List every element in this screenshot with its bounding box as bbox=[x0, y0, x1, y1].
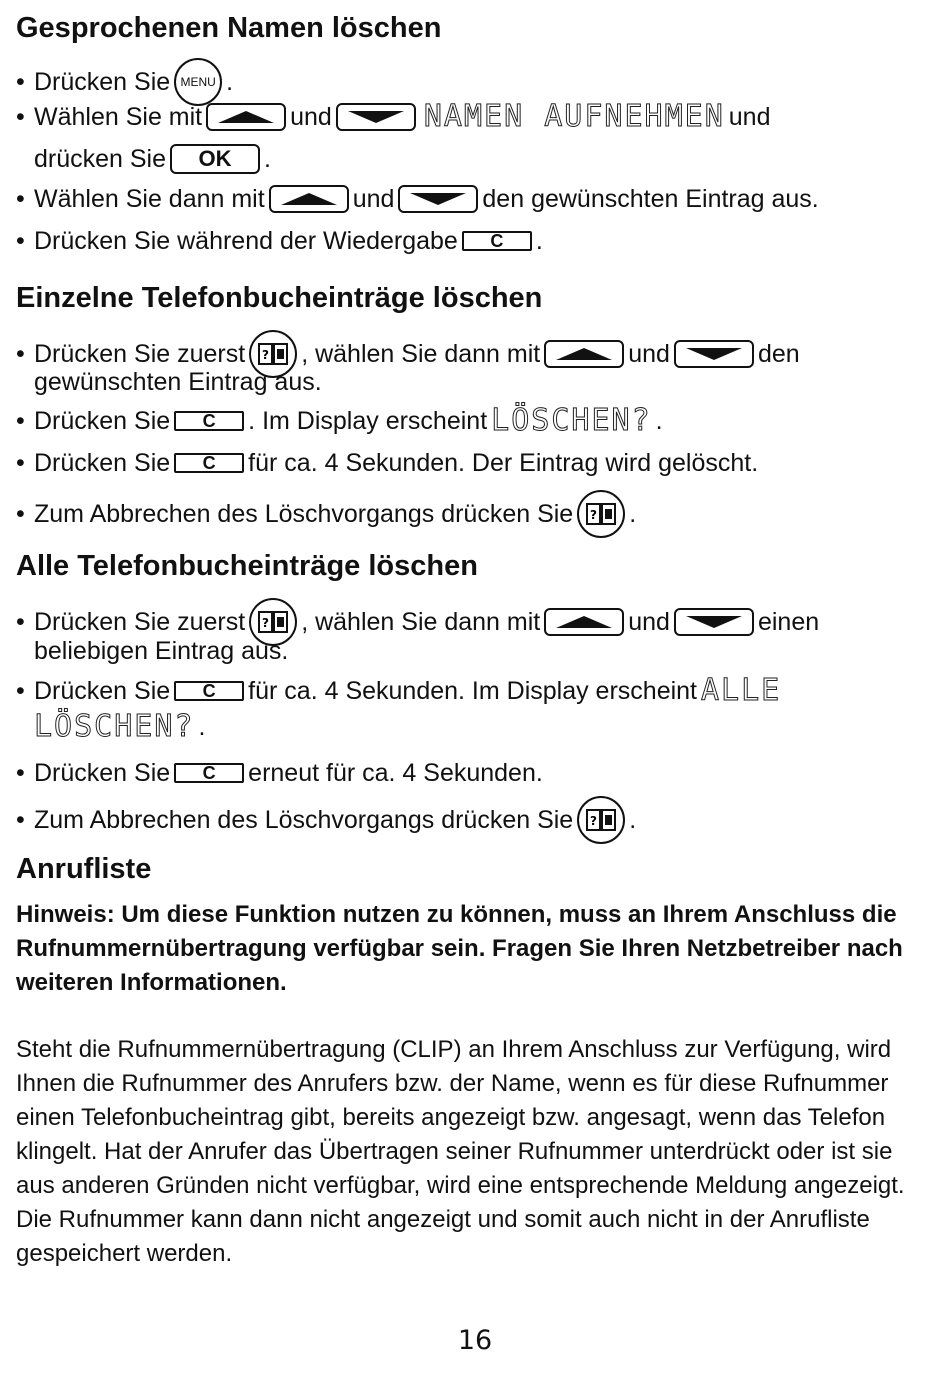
bullet: • bbox=[16, 759, 25, 787]
display-text: LÖSCHEN? bbox=[491, 403, 652, 438]
instruction-line: • Wählen Sie mit und NAMEN AUFNEHMEN und bbox=[16, 99, 771, 134]
c-key-icon: C bbox=[462, 231, 532, 251]
instruction-line: • Drücken Sie C für ca. 4 Sekunden. Der Eintrag wird gelöscht. bbox=[16, 446, 758, 480]
instruction-line: gewünschten Eintrag aus. bbox=[34, 368, 322, 396]
instruction-line: • Drücken Sie C erneut für ca. 4 Sekunden. bbox=[16, 756, 543, 790]
bullet: • bbox=[16, 407, 25, 435]
bullet: • bbox=[16, 68, 25, 96]
instruction-line: LÖSCHEN? . bbox=[34, 709, 206, 744]
body-paragraph: Steht die Rufnummernübertragung (CLIP) an Ihrem Anschluss zur Verfügung, wird Ihnen die Rufnummer des Anrufers bzw. der Name, wenn es für diese Rufnummer einen Telefonbucheintrag gibt, bereits angezeigt bzw. angesagt, wenn das Telefon klingelt. Hat der Anrufer das Übertragen seiner Rufnummer unterdrückt oder ist sie aus anderen Gründen nicht verfügbar, wird eine entsprechende Meldung angezeigt. Die Rufnummer kann dann nicht angezeigt und somit auch nicht in der Anrufliste gespeichert werden. bbox=[16, 1036, 905, 1267]
down-key-icon bbox=[398, 185, 478, 213]
instruction-line: • Wählen Sie dann mit und den gewünschten Eintrag aus. bbox=[16, 182, 819, 216]
section-title-call-list: Anrufliste bbox=[16, 853, 152, 885]
instruction-line: • Zum Abbrechen des Löschvorgangs drücken Sie ? . bbox=[16, 796, 636, 844]
instruction-line: beliebigen Eintrag aus. bbox=[34, 637, 289, 665]
bullet: • bbox=[16, 103, 25, 131]
bullet: • bbox=[16, 340, 25, 368]
svg-text:?: ? bbox=[262, 616, 270, 630]
section-title-delete-all-entries: Alle Telefonbucheinträge löschen bbox=[16, 550, 478, 582]
display-text: NAMEN AUFNEHMEN bbox=[423, 99, 725, 134]
phonebook-key-icon bbox=[577, 796, 625, 844]
c-key-icon: C bbox=[174, 681, 244, 701]
instruction-line: • Drücken Sie während der Wiedergabe C . bbox=[16, 224, 543, 258]
svg-text:?: ? bbox=[590, 814, 598, 828]
svg-text:?: ? bbox=[590, 508, 598, 522]
instruction-line: • Drücken Sie zuerst ? , wählen Sie dann mit und einen bbox=[16, 598, 819, 646]
bullet: • bbox=[16, 806, 25, 834]
up-key-icon bbox=[544, 608, 624, 636]
up-key-icon bbox=[206, 103, 286, 131]
ok-key-icon: OK bbox=[170, 144, 260, 174]
instruction-line: • Drücken Sie MENU . bbox=[16, 58, 233, 106]
instruction-line: • Drücken Sie C . Im Display erscheint LÖSCHEN? . bbox=[16, 403, 663, 438]
instruction-line: • Drücken Sie zuerst ? , wählen Sie dann mit und den bbox=[16, 330, 800, 378]
svg-text:?: ? bbox=[262, 348, 270, 362]
bullet: • bbox=[16, 185, 25, 213]
note-text: Hinweis: Um diese Funktion nutzen zu können, muss an Ihrem Anschluss die Rufnummernübertragung verfügbar sein. Fragen Sie Ihren Netzbetreiber nach weiteren Informationen. bbox=[16, 901, 903, 996]
c-key-icon: C bbox=[174, 411, 244, 431]
down-key-icon bbox=[336, 103, 416, 131]
bullet: • bbox=[16, 449, 25, 477]
c-key-icon: C bbox=[174, 763, 244, 783]
section-title-delete-single-entries: Einzelne Telefonbucheinträge löschen bbox=[16, 282, 543, 314]
up-key-icon bbox=[269, 185, 349, 213]
instruction-line: • Drücken Sie C für ca. 4 Sekunden. Im Display erscheint ALLE bbox=[16, 673, 782, 708]
up-key-icon bbox=[544, 340, 624, 368]
instruction-line: drücken Sie OK . bbox=[34, 145, 271, 173]
instruction-line: • Zum Abbrechen des Löschvorgangs drücken Sie ? . bbox=[16, 490, 636, 538]
section-title-delete-spoken-name: Gesprochenen Namen löschen bbox=[16, 12, 442, 44]
phonebook-key-icon bbox=[577, 490, 625, 538]
display-text: ALLE bbox=[701, 673, 782, 708]
bullet: • bbox=[16, 608, 25, 636]
c-key-icon: C bbox=[174, 453, 244, 473]
bullet: • bbox=[16, 500, 25, 528]
bullet: • bbox=[16, 677, 25, 705]
menu-key-icon: MENU bbox=[174, 58, 222, 106]
down-key-icon bbox=[674, 340, 754, 368]
down-key-icon bbox=[674, 608, 754, 636]
display-text: LÖSCHEN? bbox=[34, 709, 195, 744]
page-number: 16 bbox=[457, 1325, 493, 1356]
bullet: • bbox=[16, 227, 25, 255]
